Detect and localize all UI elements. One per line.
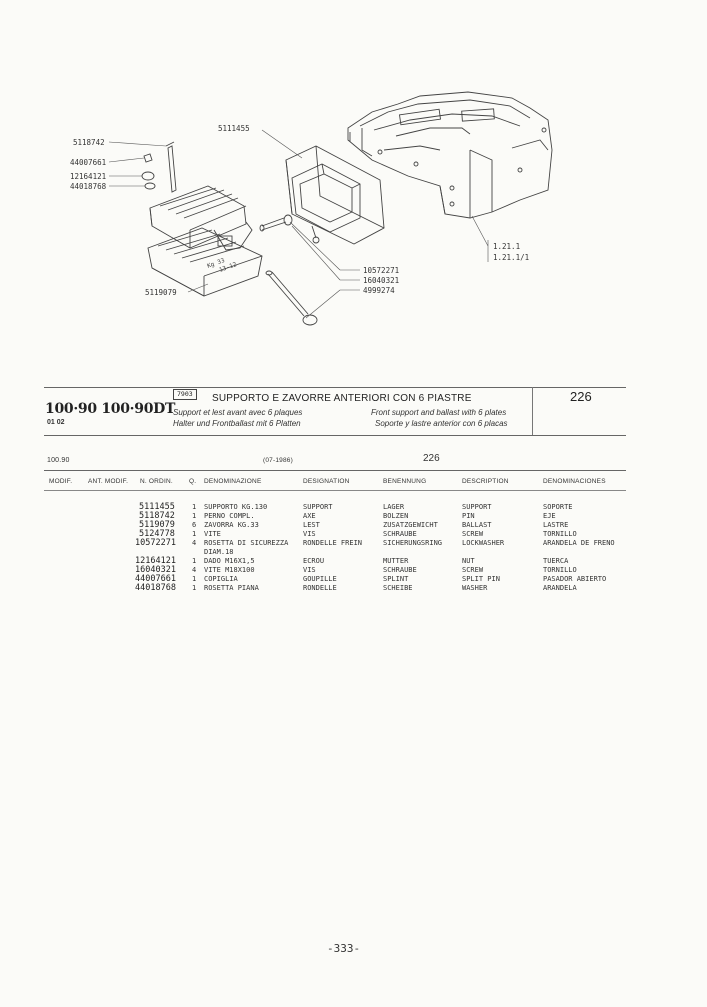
- name-it: ROSETTA PIANA: [204, 584, 259, 592]
- col-modif: MODIF.: [49, 478, 73, 485]
- bolt-16040321: [260, 215, 292, 231]
- qty: 1: [192, 512, 197, 520]
- title-de: Halter und Frontballast mit 6 Platten: [173, 419, 301, 428]
- name-fr: VIS: [303, 566, 316, 574]
- name-es: EJE: [543, 512, 556, 520]
- part-number: 10572271: [135, 538, 176, 548]
- name-es: TUERCA: [543, 557, 569, 565]
- support-casting-5111455: [286, 146, 384, 244]
- name-es: ARANDELA DE FRENO: [543, 539, 615, 547]
- pin-5118742: [166, 142, 176, 192]
- qty: 1: [192, 503, 197, 511]
- part-number: 5111455: [139, 502, 175, 512]
- name-es: SOPORTE: [543, 503, 573, 511]
- model-codes: 01 02: [47, 419, 65, 426]
- name-de: LAGER: [383, 503, 405, 511]
- callout-10572271: 10572271: [363, 266, 400, 275]
- name-en: SPLIT PIN: [462, 575, 500, 583]
- name-fr: SUPPORT: [303, 503, 333, 511]
- title-fr: Support et lest avant avec 6 plaques: [173, 408, 303, 417]
- columns-bottom-rule: [44, 490, 626, 491]
- name-de: SICHERUNGSRING: [383, 539, 443, 547]
- part-number: 5124778: [139, 529, 175, 539]
- part-number: 5118742: [139, 511, 175, 521]
- name-de: MUTTER: [383, 557, 409, 565]
- part-number: 44018768: [135, 583, 176, 593]
- name-fr: RONDELLE FREIN: [303, 539, 363, 547]
- model-label: 100.90: [47, 457, 70, 464]
- name-es: LASTRE: [543, 521, 569, 529]
- name-en: PIN: [462, 512, 475, 520]
- callout-1-21-1-1: 1.21.1/1: [493, 253, 530, 262]
- col-denominaciones: DENOMINACIONES: [543, 478, 606, 485]
- qty: 1: [192, 530, 197, 538]
- name-es: TORNILLO: [543, 530, 577, 538]
- callout-5111455: 5111455: [218, 124, 250, 133]
- name-fr: AXE: [303, 512, 316, 520]
- group-number: 226: [570, 389, 592, 404]
- name-fr: VIS: [303, 530, 316, 538]
- name-en: LOCKWASHER: [462, 539, 505, 547]
- qty: 1: [192, 584, 197, 592]
- name-it: PERNO COMPL.: [204, 512, 255, 520]
- long-screw-4999274: [266, 271, 317, 325]
- part-number: 44007661: [135, 574, 176, 584]
- name-de: SPLINT: [383, 575, 409, 583]
- name-en: SUPPORT: [462, 503, 492, 511]
- group-divider: [532, 387, 533, 435]
- title-en: Front support and ballast with 6 plates: [371, 408, 507, 417]
- weight-stamp-code: 13-12: [218, 261, 238, 274]
- col-description: DESCRIPTION: [462, 478, 509, 485]
- col-qty: Q.: [189, 478, 197, 485]
- name-en: SCREW: [462, 566, 484, 574]
- name-es: TORNILLO: [543, 566, 577, 574]
- name-it: DADO M16X1,5: [204, 557, 255, 565]
- name-it: COPIGLIA: [204, 575, 238, 583]
- name-de: SCHRAUBE: [383, 566, 417, 574]
- qty: 4: [192, 566, 197, 574]
- name-it: ZAVORRA KG.33: [204, 521, 259, 529]
- header-bottom-rule: [44, 435, 626, 436]
- name-es: PASADOR ABIERTO: [543, 575, 607, 583]
- columns-top-rule: [44, 470, 626, 471]
- qty: 1: [192, 557, 197, 565]
- callout-44018768: 44018768: [70, 182, 107, 191]
- name-en: BALLAST: [462, 521, 492, 529]
- page-title: SUPPORTO E ZAVORRE ANTERIORI CON 6 PIASTRE: [212, 393, 472, 404]
- part-number: 16040321: [135, 565, 176, 575]
- col-benennung: BENENNUNG: [383, 478, 427, 485]
- col-n-ordin: N. ORDIN.: [140, 478, 173, 485]
- name-de: SCHEIBE: [383, 584, 413, 592]
- qty: 6: [192, 521, 197, 529]
- callout-16040321: 16040321: [363, 276, 400, 285]
- name-fr: LEST: [303, 521, 320, 529]
- part-number: 5119079: [139, 520, 175, 530]
- name-fr: ECROU: [303, 557, 325, 565]
- name-it: SUPPORTO KG.130: [204, 503, 268, 511]
- header-top-rule: [44, 387, 626, 388]
- col-ant-modif: ANT. MODIF.: [88, 478, 129, 485]
- name-en: WASHER: [462, 584, 488, 592]
- name-it: ROSETTA DI SICUREZZA: [204, 539, 289, 547]
- model-names: 100·90 100·90DT: [45, 401, 176, 417]
- callout-1-21-1: 1.21.1: [493, 242, 521, 251]
- ballast-stack-lower: [148, 228, 262, 296]
- callout-5118742: 5118742: [73, 138, 105, 147]
- name-de: SCHRAUBE: [383, 530, 417, 538]
- name-de: ZUSATZGEWICHT: [383, 521, 438, 529]
- part-number: 12164121: [135, 556, 176, 566]
- callout-12164121: 12164121: [70, 172, 107, 181]
- name-de: BOLZEN: [383, 512, 409, 520]
- page-number: -333-: [327, 942, 361, 955]
- date-label: (07-1986): [263, 457, 293, 464]
- name-en: SCREW: [462, 530, 484, 538]
- name-es: ARANDELA: [543, 584, 577, 592]
- callout-5119079: 5119079: [145, 288, 177, 297]
- qty: 4: [192, 539, 197, 547]
- weight-stamp-kg: Kg 33: [206, 257, 226, 270]
- col-designation: DESIGNATION: [303, 478, 350, 485]
- group-label: 226: [423, 453, 440, 464]
- title-es: Soporte y lastre anterior con 6 placas: [375, 419, 508, 428]
- code-box: 7903: [173, 389, 197, 400]
- name-fr: RONDELLE: [303, 584, 337, 592]
- ballast-stack-upper: [150, 186, 252, 250]
- tractor-frame-casting: [348, 92, 552, 218]
- name-it-continuation: DIAM.18: [204, 548, 234, 556]
- name-fr: GOUPILLE: [303, 575, 337, 583]
- callout-4999274: 4999274: [363, 286, 395, 295]
- name-it: VITE: [204, 530, 221, 538]
- qty: 1: [192, 575, 197, 583]
- callout-44007661: 44007661: [70, 158, 107, 167]
- col-denominazione: DENOMINAZIONE: [204, 478, 262, 485]
- name-en: NUT: [462, 557, 475, 565]
- name-it: VITE M18X100: [204, 566, 255, 574]
